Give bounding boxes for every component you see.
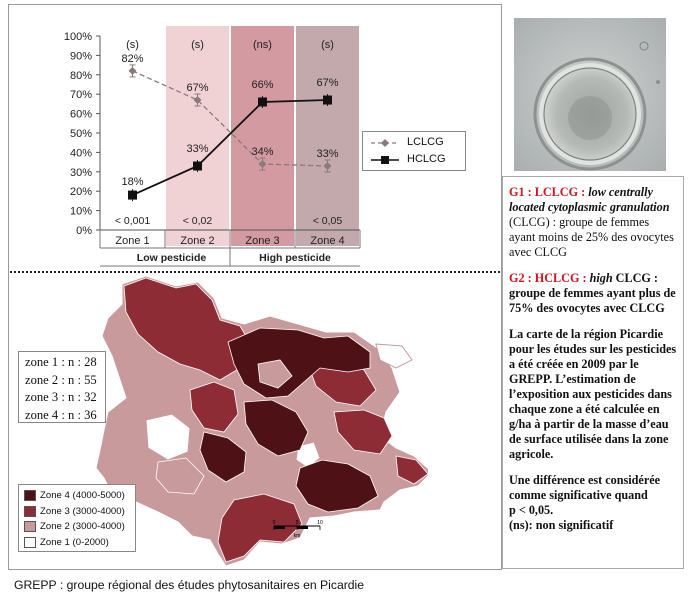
map-legend — [18, 484, 136, 552]
hclcg-data-label: 18% — [121, 176, 144, 189]
x-tick-label: Zone 2 — [180, 235, 215, 247]
hclcg-data-label: 66% — [251, 78, 274, 91]
significance-label: (s) — [126, 39, 139, 51]
x-tick-label: Zone 3 — [245, 235, 280, 247]
g1-definition — [509, 185, 677, 260]
legend-label-zone2: Zone 2 (3000-4000) — [40, 521, 125, 533]
legend-swatch-zone2 — [24, 521, 36, 532]
scale-bar — [270, 518, 330, 544]
zone-count-3: zone 3 : n : 32 — [25, 390, 97, 404]
oocyte-photo — [514, 18, 666, 171]
p-value-label: < 0,001 — [114, 215, 151, 227]
legend-label-zone3: Zone 3 (3000-4000) — [40, 505, 125, 517]
scale-tick: 5 — [295, 520, 299, 526]
map-description: La carte de la région Picardie pour les études sur les pesticides a été créée en 2009 par le GREPP. L’estimation de l’exposition aux pesticides dans chaque zone a été calculée en g/ha à partir de la masse d’eau de surface utilisée dans la zone agricole. — [509, 327, 677, 461]
hclcg-data-label: 33% — [186, 142, 209, 155]
y-tick-label: 60% — [69, 108, 92, 121]
info-panel — [502, 176, 684, 569]
legend-swatch-zone3 — [24, 506, 36, 517]
y-tick-label: 70% — [69, 89, 92, 102]
y-tick-label: 20% — [69, 186, 92, 199]
hclcg-point — [258, 97, 267, 106]
group-label-low: Low pesticide — [136, 252, 207, 264]
legend-label-zone4: Zone 4 (4000-5000) — [40, 490, 125, 502]
g2-text: CLCG : groupe de femmes ayant plus de 75% des ovocytes avec CLCG — [509, 271, 676, 315]
p-value-label: < 0,02 — [182, 215, 213, 227]
hclcg-point — [128, 191, 137, 200]
map-legend-item — [24, 504, 135, 520]
x-tick-label: Zone 1 — [115, 235, 150, 247]
zone-count-2: zone 2 : n : 55 — [25, 372, 97, 387]
lclcg-data-label: 34% — [251, 146, 274, 159]
chart-legend — [362, 131, 466, 171]
map-legend-item — [24, 535, 135, 551]
scale-unit: km — [293, 533, 301, 539]
legend-hclcg-marker — [381, 156, 389, 164]
sig-line-1: Une différence est considérée comme significative quand — [509, 473, 661, 502]
hclcg-point — [193, 161, 202, 170]
legend-swatch-zone1 — [24, 537, 36, 548]
map-legend-item — [24, 519, 135, 535]
y-tick-label: 0% — [76, 225, 92, 237]
lclcg-data-label: 82% — [121, 52, 144, 65]
lclcg-data-label: 33% — [316, 147, 339, 160]
significance-label: (s) — [191, 39, 204, 51]
legend-hclcg-label: HCLCG — [407, 153, 446, 165]
significance-label: (s) — [321, 39, 334, 51]
y-tick-label: 90% — [69, 50, 92, 63]
legend-label-zone1: Zone 1 (0-2000) — [40, 536, 109, 548]
g2-definition — [509, 271, 677, 316]
x-tick-label: Zone 4 — [310, 235, 345, 247]
significance-label: (ns) — [253, 39, 272, 51]
g2-tag: G2 : HCLCG : — [509, 271, 587, 285]
p-value-label: < 0,05 — [312, 215, 343, 227]
legend-lclcg-marker — [381, 139, 389, 147]
footer-caption: GREPP : groupe régional des études phytosanitaires en Picardie — [14, 578, 365, 592]
y-tick-label: 10% — [69, 205, 92, 218]
zone-band — [296, 26, 359, 246]
group-label-high: High pesticide — [259, 252, 331, 264]
hclcg-point — [323, 96, 332, 105]
zone-count-1: zone 1 : n : 28 — [25, 355, 97, 369]
zone-counts-box — [18, 351, 106, 423]
scale-tick: 0 — [272, 520, 276, 526]
map-legend-item — [24, 488, 135, 504]
hclcg-data-label: 67% — [316, 77, 339, 90]
zone-count-4: zone 4 : n : 36 — [25, 407, 97, 422]
y-tick-label: 30% — [69, 166, 92, 179]
g2-term: high — [589, 271, 613, 285]
significance-note — [509, 473, 677, 533]
g1-text: (CLCG) : groupe de femmes ayant moins de 25% des ovocytes avec CLCG — [509, 215, 674, 259]
y-tick-label: 40% — [69, 147, 92, 160]
sig-line-3: (ns): non significatif — [509, 518, 614, 532]
legend-swatch-zone4 — [24, 490, 36, 501]
y-tick-label: 50% — [69, 128, 92, 140]
scale-tick: 10 — [317, 520, 323, 526]
y-tick-label: 80% — [69, 69, 92, 82]
zone-band — [231, 26, 294, 246]
lclcg-data-label: 67% — [186, 82, 209, 95]
legend-lclcg-label: LCLCG — [407, 136, 444, 148]
y-tick-label: 100% — [63, 31, 92, 43]
zone-band — [166, 26, 229, 246]
g1-tag: G1 : LCLCG : — [509, 185, 586, 199]
sig-line-2: p < 0,05. — [509, 503, 554, 517]
g1-term: low centrally located cytoplasmic granulation — [509, 185, 670, 214]
